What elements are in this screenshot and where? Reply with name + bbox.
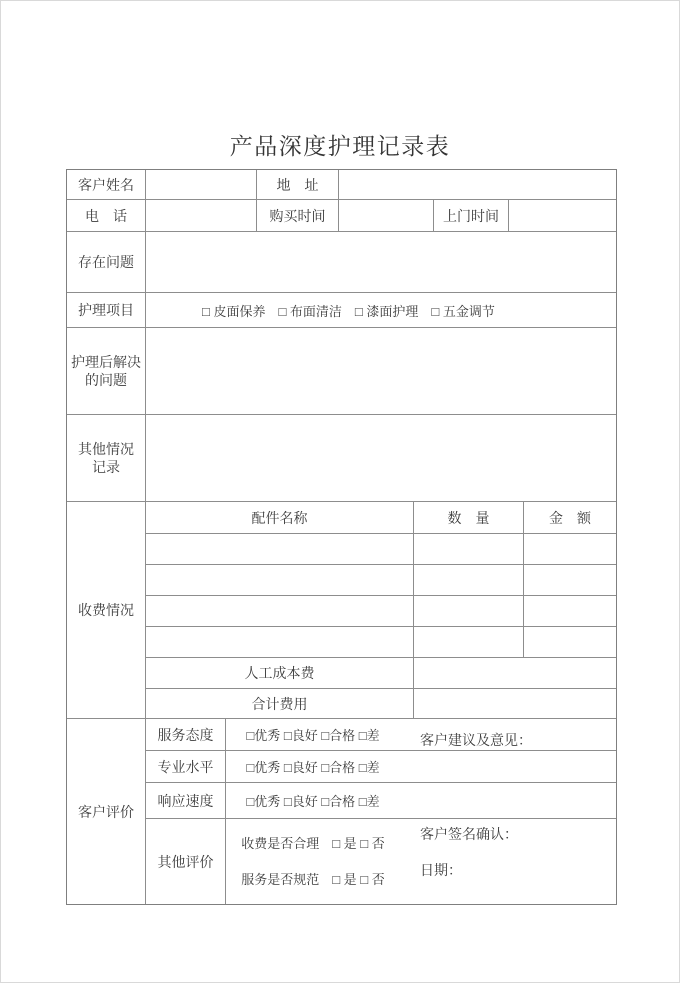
date-label: 日期： <box>420 862 462 878</box>
professional-level-checkboxes[interactable]: □优秀 □良好 □合格 □差 <box>246 760 380 775</box>
suggestions-label: 客户建议及意见： <box>420 732 532 748</box>
care-items-checkboxes[interactable]: □ 皮面保养 □ 布面清洁 □ 漆面护理 □ 五金调节 <box>202 303 495 319</box>
service-attitude-label: 服务态度 <box>146 719 226 750</box>
resolved-problems-label-line1: 护理后解决 <box>71 354 141 370</box>
signature-label: 客户签名确认： <box>420 826 518 842</box>
quantity-field-3[interactable] <box>414 596 524 626</box>
quantity-field-4[interactable] <box>414 627 524 657</box>
existing-problems-field[interactable] <box>146 232 616 292</box>
care-items-label: 护理项目 <box>67 293 146 327</box>
charges-row-4 <box>146 627 616 658</box>
address-label: 地 址 <box>257 170 339 199</box>
accessory-name-field-1[interactable] <box>146 534 414 564</box>
resolved-problems-label <box>67 328 146 414</box>
service-standard-checkboxes[interactable]: 服务是否规范 □ 是 □ 否 <box>241 872 385 887</box>
professional-level-label: 专业水平 <box>146 751 226 782</box>
row-phone-times <box>67 200 616 232</box>
address-field[interactable] <box>339 170 616 199</box>
fee-reasonable-checkboxes[interactable]: 收费是否合理 □ 是 □ 否 <box>241 836 385 851</box>
accessory-name-field-3[interactable] <box>146 596 414 626</box>
page-title: 产品深度护理记录表 <box>229 133 451 159</box>
charges-section-label: 收费情况 <box>67 502 146 718</box>
labor-cost-label: 人工成本费 <box>146 658 414 688</box>
labor-cost-field[interactable] <box>414 658 616 688</box>
response-speed-label: 响应速度 <box>146 783 226 818</box>
accessory-name-header: 配件名称 <box>146 502 414 533</box>
total-cost-field[interactable] <box>414 689 616 718</box>
service-attitude-checkboxes[interactable]: □优秀 □良好 □合格 □差 <box>246 728 380 743</box>
other-records-label-line1: 其他情况 <box>78 441 134 457</box>
row-existing-problems <box>67 232 616 293</box>
accessory-name-field-2[interactable] <box>146 565 414 595</box>
amount-field-4[interactable] <box>524 627 616 657</box>
purchase-time-field[interactable] <box>339 200 434 231</box>
other-evaluation-checkboxes[interactable] <box>226 819 400 904</box>
charges-header-row <box>146 502 616 534</box>
amount-field-3[interactable] <box>524 596 616 626</box>
evaluation-section-label: 客户评价 <box>67 719 146 904</box>
charges-row-3 <box>146 596 616 627</box>
resolved-problems-label-line2: 的问题 <box>85 372 127 388</box>
other-records-label <box>67 415 146 501</box>
response-speed-checkboxes[interactable]: □优秀 □良好 □合格 □差 <box>246 794 380 809</box>
quantity-field-1[interactable] <box>414 534 524 564</box>
amount-field-2[interactable] <box>524 565 616 595</box>
row-other-records <box>67 415 616 502</box>
remarks-cell[interactable] <box>402 719 615 904</box>
visit-time-field[interactable] <box>509 200 616 231</box>
other-records-field[interactable] <box>146 415 616 501</box>
charges-row-1 <box>146 534 616 565</box>
labor-cost-row <box>146 658 616 689</box>
section-charges <box>67 502 616 719</box>
customer-name-field[interactable] <box>146 170 257 199</box>
accessory-name-field-4[interactable] <box>146 627 414 657</box>
charges-row-2 <box>146 565 616 596</box>
other-records-label-line2: 记录 <box>92 459 120 475</box>
existing-problems-label: 存在问题 <box>67 232 146 292</box>
row-care-items <box>67 293 616 328</box>
row-customer-address <box>67 170 616 200</box>
visit-time-label: 上门时间 <box>434 200 509 231</box>
total-cost-label: 合计费用 <box>146 689 414 718</box>
customer-name-label: 客户姓名 <box>67 170 146 199</box>
amount-header: 金 额 <box>549 509 591 526</box>
other-evaluation-label: 其他评价 <box>146 819 226 904</box>
total-cost-row <box>146 689 616 718</box>
resolved-problems-field[interactable] <box>146 328 616 414</box>
purchase-time-label: 购买时间 <box>257 200 339 231</box>
quantity-field-2[interactable] <box>414 565 524 595</box>
charges-subtable <box>146 502 616 718</box>
row-resolved-problems <box>67 328 616 415</box>
amount-field-1[interactable] <box>524 534 616 564</box>
phone-label: 电 话 <box>67 200 146 231</box>
phone-field[interactable] <box>146 200 257 231</box>
quantity-header: 数 量 <box>414 502 524 533</box>
